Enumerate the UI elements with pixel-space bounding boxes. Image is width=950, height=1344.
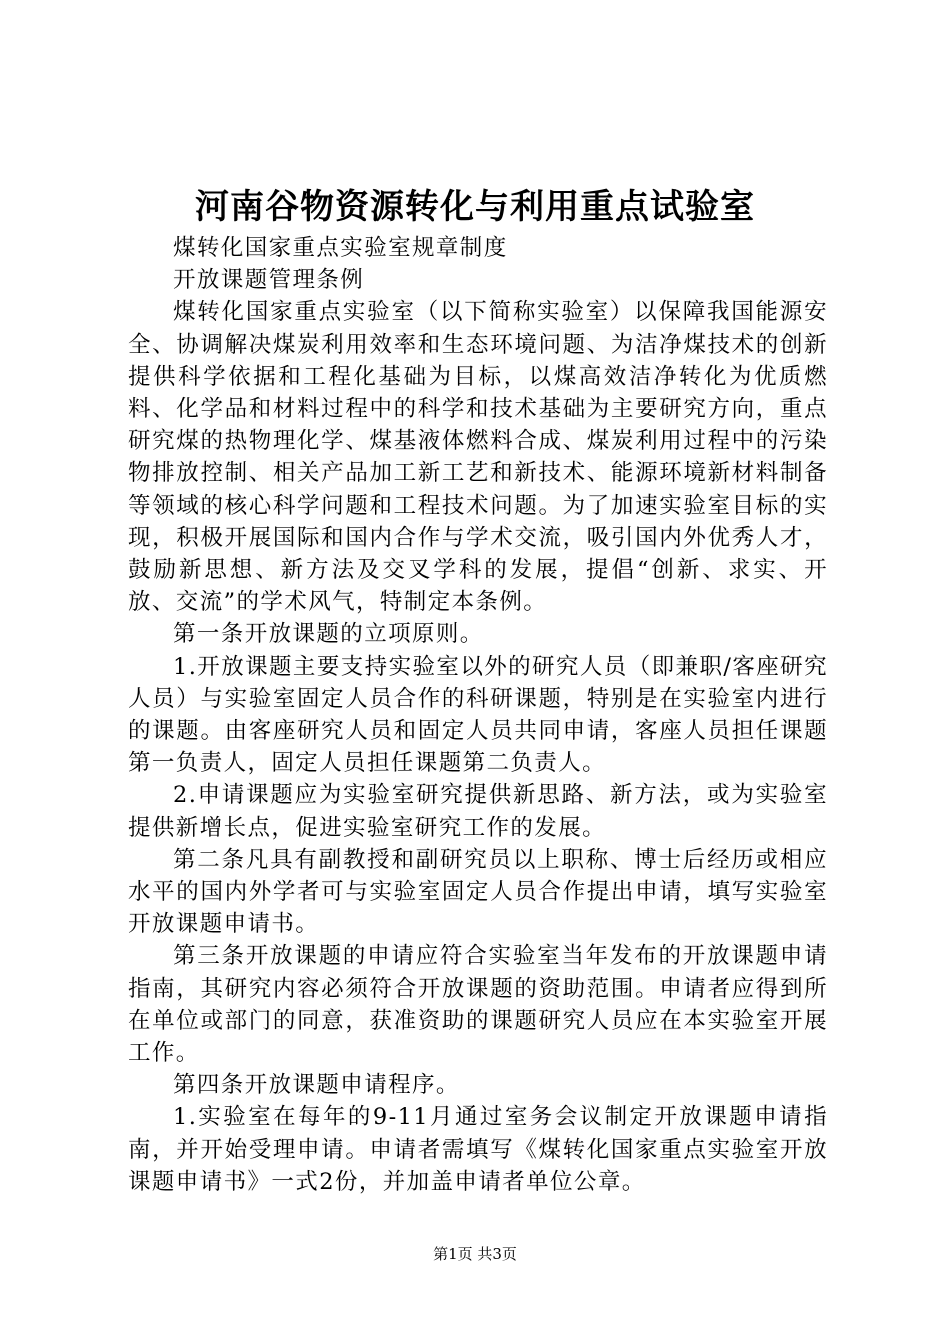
document-body — [128, 232, 828, 1198]
paragraph-article-1-item-2: 2.申请课题应为实验室研究提供新思路、新方法，或为实验室提供新增长点，促进实验室研究工作的发展。 — [128, 782, 828, 841]
paragraph-regulations-heading: 煤转化国家重点实验室规章制度 — [173, 235, 508, 261]
paragraph-article-2: 第二条凡具有副教授和副研究员以上职称、博士后经历或相应水平的国内外学者可与实验室固定人员合作提出申请，填写实验室开放课题申请书。 — [128, 846, 828, 938]
paragraph-regulation-name: 开放课题管理条例 — [173, 267, 365, 294]
paragraph-article-4-item-1: 1.实验室在每年的9-11月通过室务会议制定开放课题申请指南，并开始受理申请。申请者需填写《煤转化国家重点实验室开放课题申请书》一式2份，并加盖申请者单位公章。 — [128, 1104, 828, 1195]
document-title: 河南谷物资源转化与利用重点试验室 — [195, 187, 755, 227]
paragraph-article-3: 第三条开放课题的申请应符合实验室当年发布的开放课题申请指南，其研究内容必须符合开放课题的资助范围。申请者应得到所在单位或部门的同意，获准资助的课题研究人员应在本实验室开展工作。 — [128, 943, 828, 1067]
page-number-footer: 第1页 共3页 — [433, 1245, 517, 1263]
paragraph-article-1-item-1: 1.开放课题主要支持实验室以外的研究人员（即兼职/客座研究人员）与实验室固定人员合作的科研课题，特别是在实验室内进行的课题。由客座研究人员和固定人员共同申请，客座人员担任课题第一负责人，固定人员担任课题第二负责人。 — [128, 653, 828, 777]
paragraph-article-1: 第一条开放课题的立项原则。 — [173, 621, 484, 648]
paragraph-introduction: 煤转化国家重点实验室（以下简称实验室）以保障我国能源安全、协调解决煤炭利用效率和生态环境问题、为洁净煤技术的创新提供科学依据和工程化基础为目标，以煤高效洁净转化为优质燃料、化学品和材料过程中的科学和技术基础为主要研究方向，重点研究煤的热物理化学、煤基液体燃料合成、煤炭利用过程中的污染物排放控制、相关产品加工新工艺和新技术、能源环境新材料制备等领域的核心科学问题和工程技术问题。为了加速实验室目标的实现，积极开展国际和国内合作与学术交流，吸引国内外优秀人才，鼓励新思想、新方法及交叉学科的发展，提倡“创新、求实、开放、交流”的学术风气，特制定本条例。 — [128, 299, 828, 616]
paragraph-article-4: 第四条开放课题申请程序。 — [173, 1072, 460, 1099]
